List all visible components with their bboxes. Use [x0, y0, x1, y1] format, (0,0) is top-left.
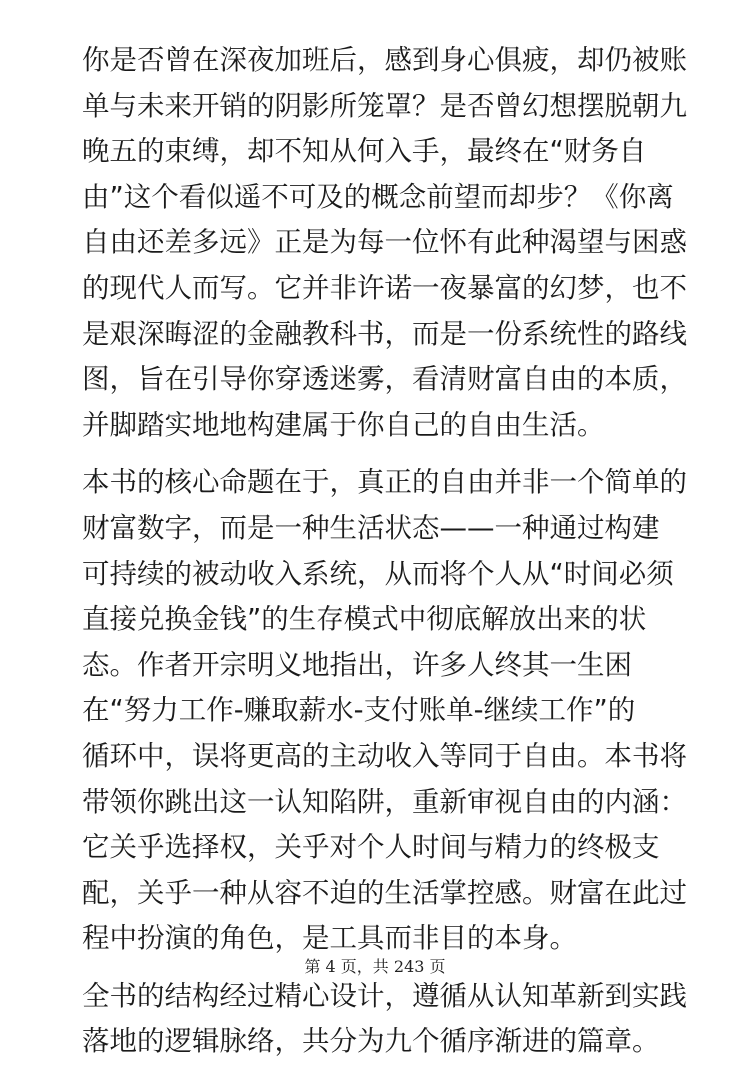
text-line: 带领你跳出这一认知陷阱，重新审视自由的内涵：: [82, 785, 687, 818]
text-line: 单与未来开销的阴影所笼罩？是否曾幻想摆脱朝九: [82, 89, 687, 122]
text-line: 是艰深晦涩的金融教科书，而是一份系统性的路线: [82, 317, 687, 350]
text-line: 你是否曾在深夜加班后，感到身心俱疲，却仍被账: [82, 44, 687, 76]
paragraph-core-thesis: [82, 460, 687, 962]
text-line: 可持续的被动收入系统，从而将个人从“时间必须: [82, 557, 674, 590]
paragraph-intro: [82, 38, 687, 448]
text-line: 直接兑换金钱”的生存模式中彻底解放出来的状: [82, 603, 647, 636]
text-line: 配，关乎一种从容不迫的生活掌控感。财富在此过: [82, 876, 687, 909]
text-line: 循环中，误将更高的主动收入等同于自由。本书将: [82, 739, 687, 772]
paragraph-structure: [82, 974, 687, 1065]
text-line: 并脚踏实地地构建属于你自己的自由生活。: [82, 408, 605, 441]
document-body: [82, 38, 687, 1065]
text-line: 图，旨在引导你穿透迷雾，看清财富自由的本质，: [82, 363, 687, 396]
text-line: 态。作者开宗明义地指出，许多人终其一生困: [82, 648, 632, 681]
text-line: 由”这个看似遥不可及的概念前望而却步？《你离: [82, 180, 674, 213]
text-line: 财富数字，而是一种生活状态——一种通过构建: [82, 511, 660, 544]
text-line: 自由还差多远》正是为每一位怀有此种渴望与困惑: [82, 226, 687, 259]
text-line: 的现代人而写。它并非许诺一夜暴富的幻梦，也不: [82, 271, 687, 304]
text-line: 在“努力工作-赚取薪水-支付账单-继续工作”的: [82, 694, 636, 727]
text-line: 全书的结构经过精心设计，遵循从认知革新到实践: [82, 979, 687, 1012]
text-line: 它关乎选择权，关乎对个人时间与精力的终极支: [82, 831, 660, 864]
page-number-footer: 第 4 页，共 243 页: [304, 957, 446, 976]
text-line: 落地的逻辑脉络，共分为九个循序渐进的篇章。: [82, 1025, 660, 1058]
text-line: 本书的核心命题在于，真正的自由并非一个简单的: [82, 466, 687, 499]
text-line: 晚五的束缚，却不知从何入手，最终在“财务自: [82, 135, 647, 168]
text-line: 程中扮演的角色，是工具而非目的本身。: [82, 922, 577, 955]
